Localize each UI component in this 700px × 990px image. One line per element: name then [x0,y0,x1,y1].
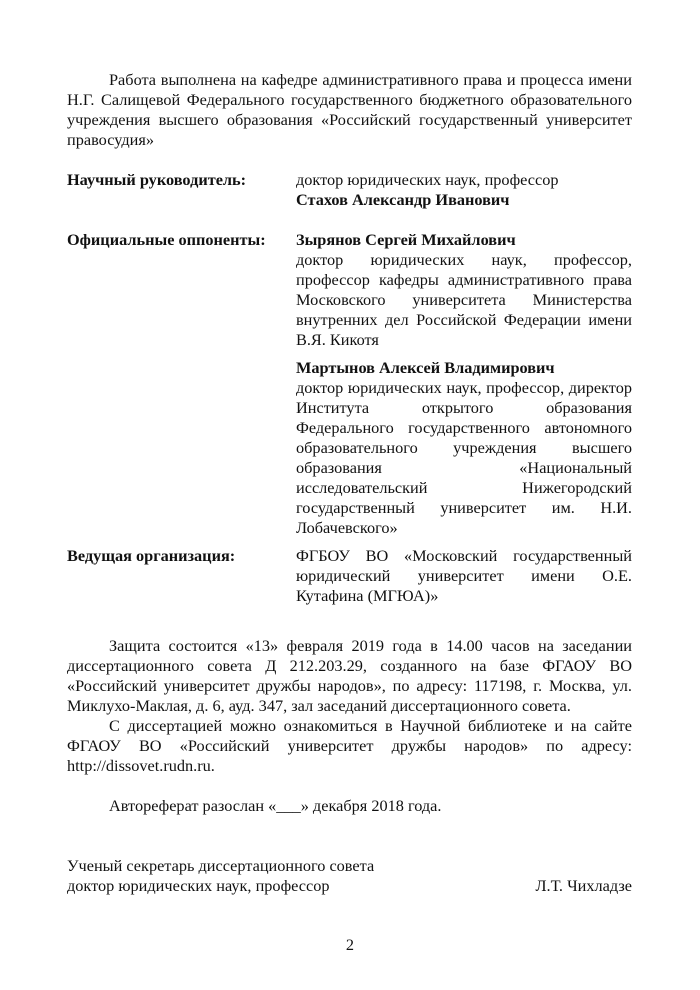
intro-paragraph: Работа выполнена на кафедре административного права и процесса имени Н.Г. Салищевой Федерального государственного бюджетного образовательного учреждения высшего образования «Российский государственный университет правосудия» [67,70,632,149]
opponent-second [296,358,632,538]
opponent-second-name: Мартынов Алексей Владимирович [296,358,555,377]
library-paragraph: С диссертацией можно ознакомиться в Научной библиотеке и на сайте ФГАОУ ВО «Российский университет дружбы народов» по адресу: http://dissovet.rudn.ru. [67,716,632,775]
sent-paragraph: Автореферат разослан «___» декабря 2018 года. [109,796,442,815]
secretary-line1: Ученый секретарь диссертационного совета [67,856,375,875]
leading-org-label: Ведущая организация: [67,546,236,565]
supervisor-info [296,170,632,210]
page-number: 2 [345,935,355,954]
secretary-signature [67,856,632,896]
supervisor-name: Стахов Александр Иванович [296,190,510,209]
secretary-line2-row [67,876,632,896]
opponent-first-name: Зырянов Сергей Михайлович [296,230,516,249]
supervisor-title: доктор юридических наук, профессор [296,170,559,189]
supervisor-label: Научный руководитель: [67,170,247,189]
opponent-first [296,230,632,350]
opponent-second-desc: доктор юридических наук, профессор, директор Института открытого образования Федерального государственного автономного образовательного учреждения высшего образования «Национальный исследовательский Нижегородский государственный университет им. Н.И. Лобачевского» [296,378,632,537]
opponent-first-desc: доктор юридических наук, профессор, профессор кафедры административного права Московского университета Министерства внутренних дел Российской Федерации имени В.Я. Кикотя [296,250,632,349]
opponents-label: Официальные оппоненты: [67,230,266,249]
leading-org-text: ФГБОУ ВО «Московский государственный юридический университет имени О.Е. Кутафина (МГЮА)» [296,546,632,605]
defense-paragraph: Защита состоится «13» февраля 2019 года в 14.00 часов на заседании диссертационного совета Д 212.203.29, созданного на базе ФГАОУ ВО «Российский университет дружбы народов», по адресу: 117198, г. Москва, ул. Миклухо-Маклая, д. 6, ауд. 347, зал заседаний диссертационного совета. [67,636,632,715]
secretary-line2: доктор юридических наук, профессор [67,876,330,895]
secretary-name: Л.Т. Чихладзе [535,876,632,895]
